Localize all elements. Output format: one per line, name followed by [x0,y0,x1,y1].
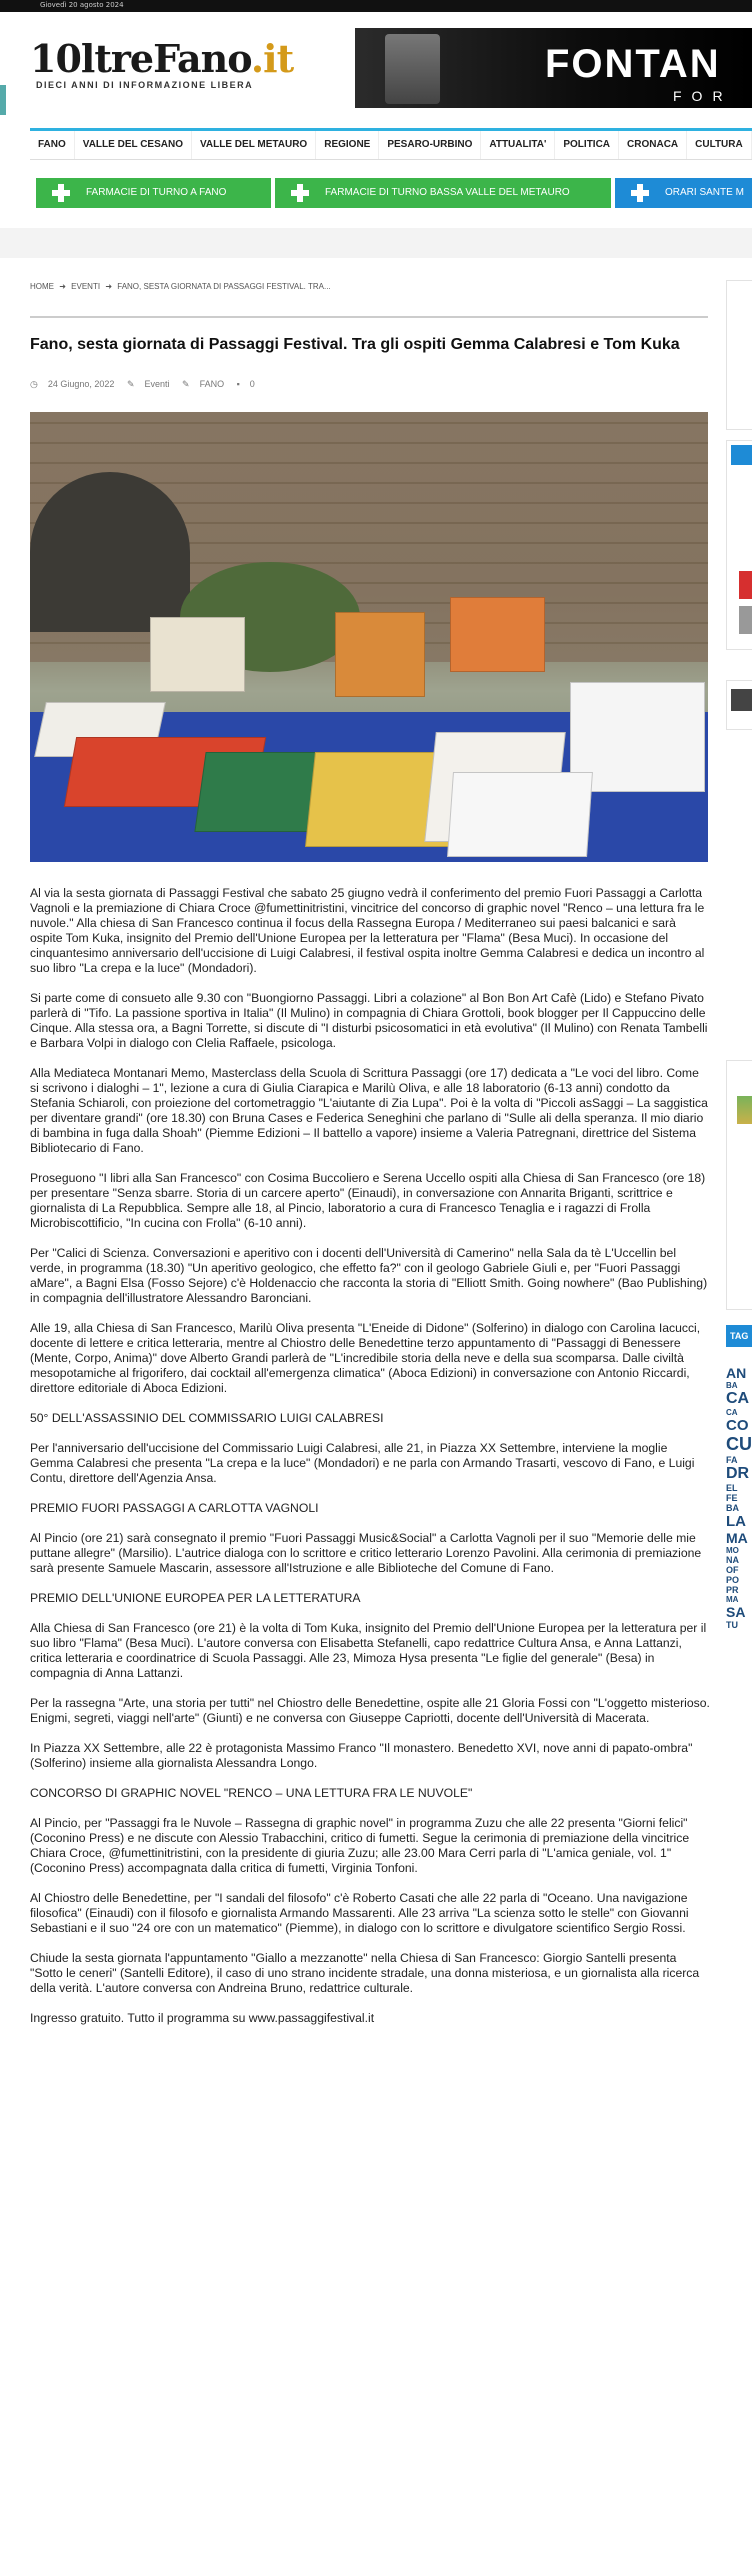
article-paragraph: Proseguono "I libri alla San Francesco" con Cosima Buccoliero e Serena Uccello ospiti alla Chiesa di San Francesco (ore 18) per presentare "Senza sbarre. Storia di un carcere aperto" (Einaudi), in conversazione con Annarita Briganti, scrittrice e giornalista di La Repubblica. Sempre alle 18, al Pincio, laboratorio a cura di Francesco Tenaglia e i ragazzi di Frolla Microbiscottificio, "In cucina con Frolla" (6-10 anni). [30,1171,706,1230]
article-paragraph: Per la rassegna "Arte, una storia per tutti" nel Chiostro delle Benedettine, ospite alle 21 Gloria Fossi con "L'oggetto misterioso. Enigmi, segreti, viaggi nell'arte" (Giunti) e ne conversa con Giuseppe Capriotti, docente dell'Università di Macerata. [30,1696,710,1725]
top-bar-date: Giovedì 20 agosto 2024 [40,1,124,9]
article-paragraph: Al Pincio, per "Passaggi fra le Nuvole – Rassegna di graphic novel" in programma Zuzu che alle 22 presenta "Giorni felici" (Coconino Press) e ne discute con Alessio Trabacchini, critico di fumetti. Segue la cerimonia di premiazione della vincitrice Chiara Croce, @fumettinitristini, con la presidente di giuria Zuzu; alle 23.00 Mara Cerri parla di "L'amica geniale, vol. 1" (Coconino Press) accompagnata dalla critica di fumetti, Virginia Tonfoni. [30,1816,690,1875]
article-paragraph: Al Pincio (ore 21) sarà consegnato il premio "Fuori Passaggi Music&Social" a Carlotta Vagnoli per il suo "Memorie delle mie puttane allegre" (Marsilio). L'autrice dialoga con lo scrittore e critico letterario Lorenzo Pavolini. Alla cerimonia di premiazione sarà presente Samuele Mascarin, assessore all'Istruzione e alle Biblioteche del Comune di Fano. [30,1531,702,1575]
article-subheading: CONCORSO DI GRAPHIC NOVEL "RENCO – UNA LETTURA FRA LE NUVOLE" [30,1786,473,1800]
tag-link[interactable]: CA [726,1390,750,1407]
pharmacy-metauro-button[interactable] [275,178,611,208]
photo-book [447,772,593,857]
nav-item-regione[interactable]: REGIONE [316,131,379,159]
article-photo [30,412,708,862]
sidebar-blue-block [731,445,752,465]
nav-item-politica[interactable]: POLITICA [555,131,619,159]
photo-book-stack [335,612,425,697]
hours-cross-icon [631,184,649,202]
tag-link[interactable]: MO [726,1546,739,1555]
nav-item-cronaca[interactable]: CRONACA [619,131,687,159]
tag-link[interactable]: MA [726,1530,748,1546]
comment-icon: ▪ [236,379,240,389]
sidebar-red-block [739,571,752,599]
tag-icon: ✎ [126,379,135,389]
nav-item-valle-metauro[interactable]: VALLE DEL METAURO [192,131,316,159]
breadcrumb-section[interactable]: EVENTI [71,282,101,291]
nav-item-cultura[interactable]: CULTURA [687,131,752,159]
tag-link[interactable]: CA [726,1408,738,1417]
article-paragraph: Ingresso gratuito. Tutto il programma su www.passaggifestival.it [30,2011,375,2025]
article-subheading: PREMIO FUORI PASSAGGI A CARLOTTA VAGNOLI [30,1501,319,1515]
logo-main: 10ltreFano [30,36,251,81]
tag-icon: ✎ [182,379,190,389]
breadcrumb-current: FANO, SESTA GIORNATA DI PASSAGGI FESTIVAL. TRA... [117,282,331,291]
separator-band [0,228,752,258]
main-nav [30,128,752,160]
tag-link[interactable]: SA [726,1604,746,1620]
tag-link[interactable]: BA [726,1381,738,1390]
site-logo[interactable] [30,36,293,81]
nav-item-attualita[interactable]: ATTUALITA' [481,131,555,159]
stove-image [385,34,440,104]
nav-item-fano[interactable]: FANO [30,131,75,159]
sidebar-widget [726,280,752,430]
banner-subtext: FOR [673,88,733,104]
article-title: Fano, sesta giornata di Passaggi Festival. Tra gli ospiti Gemma Calabresi e Tom Kuka [30,336,680,353]
sidebar-gray-block [739,606,752,634]
article-paragraph: Alla Mediateca Montanari Memo, Masterclass della Scuola di Scrittura Passaggi (ore 17) dedicata a "Le voci del libro. Come si scrivono i dialoghi – 1", lezione a cura di Giulia Ciarapica e Marilù Oliva, e alle 18 laboratorio (6-13 anni) condotto da Stefania Schiaroli, con proiezione del cortometraggio "L'aiutante di Zia Lupa". Poi è la volta di "Piccoli asSaggi – La saggistica per diventare grandi" (ore 18.30) con Bruna Cases e Federica Seneghini che parlano di "Sulle ali della speranza. Il mio diario di bambina in fuga dalla Shoah" (Piemme Edizioni – Il battello a vapore) insieme a Valeria Patregnani, direttrice del Sistema Bibliotecario di Fano. [30,1066,708,1155]
top-bar [0,0,752,12]
article-meta [30,379,265,390]
title-divider [30,316,708,318]
hours-button[interactable] [615,178,752,208]
pharmacy-cross-icon [52,184,70,202]
photo-book-stack [150,617,245,692]
article-paragraph: Per "Calici di Scienza. Conversazioni e aperitivo con i docenti dell'Università di Camerino" nella Sala da tè L'Uccellin bel verde, in programma (18.30) "Un aperitivo geologico, che effetto fa?" con il geologo Gabriele Giuli e, per "Fuori Passaggi aMare", a Bagni Elsa (Fosso Sejore) c'è Holdenaccio che racconta la storia di "Elliott Smith. Going nowhere" (Bao Publishing) in compagnia dell'illustratore Alessandro Baronciani. [30,1246,708,1305]
article-paragraph: Per l'anniversario dell'uccisione del Commissario Luigi Calabresi, alle 21, in Piazza XX Settembre, interviene la moglie Gemma Calabresi che presenta "La crepa e la luce" (Mondadori) e ne parla con Armando Trasarti, vescovo di Fano, e Luigi Contu, direttore dell'Agenzia Ansa. [30,1441,695,1485]
clock-icon: ◷ [30,379,38,389]
article-paragraph: Al Chiostro delle Benedettine, per "I sandali del filosofo" c'è Roberto Casati che alle 22 parla di "Oceano. Una navigazione filosofica" (Einaudi) con il filosofo e giornalista Armando Massarenti. Alle 23 arriva "La scienza sotto le stelle" con Giovanni Sebastiani e il suo "24 ore con un matematico" (Piemme), in dialogo con lo scrittore e divulgatore scientifico Sergio Rossi. [30,1891,689,1935]
article-comments[interactable]: 0 [249,379,255,389]
nav-item-pesaro-urbino[interactable]: PESARO-URBINO [379,131,481,159]
tag-link[interactable]: LA [726,1513,746,1530]
tag-link[interactable]: FA [726,1455,738,1465]
article-paragraph: Alla Chiesa di San Francesco (ore 21) è la volta di Tom Kuka, insignito del Premio dell'Unione Europea per la letteratura per il suo libro "Flama" (Besa Muci). L'autore conversa con Elisabetta Stefanelli, capo redattrice Cultura Ansa, e Anna Lattanzi, critica letteraria e coordinatrice di Scuola Passaggi. Alle 23, Mimoza Hysa presenta "Le figlie del generale" (Besa) in compagnia di Anna Lattanzi. [30,1621,707,1680]
breadcrumb-arrow-icon: ➜ [105,282,113,291]
tag-link[interactable]: OF [726,1565,739,1575]
article-paragraph: Alle 19, alla Chiesa di San Francesco, Marilù Oliva presenta "L'Eneide di Didone" (Solferino) in dialogo con Carolina Iacucci, docente di lettere e critica letteraria, mentre al Chiostro delle Benedettine terzo appuntamento di "Passaggi di Benessere (Mente, Corpo, Anima)" dove Alberto Grandi parlerà de "L'incredibile storia della neve e della sua scomparsa. Dalle civiltà mesopotamiche al frigorifero, dai cocktail all'emergenza climatica" (Aboca Edizioni) in conversazione con Antonio Riccardi, direttore editoriale di Aboca Edizioni. [30,1321,701,1395]
tag-link[interactable]: NA [726,1555,739,1565]
article-category[interactable]: Eventi [144,379,170,389]
tag-cloud-header: TAG [726,1325,752,1347]
tag-link[interactable]: CU [726,1434,752,1454]
article-body [30,886,710,2041]
tag-link[interactable]: MA [726,1595,739,1604]
pharmacy-fano-button[interactable] [36,178,271,208]
hours-label: ORARI SANTE M [665,187,744,198]
photo-book-stack [450,597,545,672]
article-tag[interactable]: FANO [199,379,225,389]
photo-arch [30,472,190,632]
breadcrumb-arrow-icon: ➜ [59,282,66,291]
logo-tld: .it [250,36,294,81]
tag-link[interactable]: AN [726,1365,747,1381]
sidebar-widget [726,680,752,730]
breadcrumb-home[interactable]: HOME [30,282,54,291]
tag-link[interactable]: PR [726,1585,739,1595]
pharmacy-fano-label: FARMACIE DI TURNO A FANO [86,187,227,198]
tag-link[interactable]: EL [726,1483,738,1493]
tag-link[interactable]: PO [726,1575,740,1585]
tag-link[interactable]: BA [726,1503,739,1513]
tag-link[interactable]: CO [726,1417,749,1434]
pharmacy-metauro-label: FARMACIE DI TURNO BASSA VALLE DEL METAURO [325,187,570,198]
breadcrumb [30,282,334,291]
pharmacy-cross-icon [291,184,309,202]
article-subheading: 50° DELL'ASSASSINIO DEL COMMISSARIO LUIGI CALABRESI [30,1411,384,1425]
ad-banner[interactable] [355,28,752,108]
article-paragraph: Al via la sesta giornata di Passaggi Festival che sabato 25 giugno vedrà il conferimento del premio Fuori Passaggi a Carlotta Vagnoli e la premiazione di Chiara Croce @fumettinitristini, vincitrice del concorso di graphic novel "Renco – una lettura fra le nuvole." Alla chiesa di San Francesco continua il focus della Rassegna Europa / Mediterraneo sui paesi balcanici e sarà ospite Tom Kuka, insignito del Premio dell'Unione Europea per la letteratura per "Flama" (Besa Muci). In occasione del cinquantesimo anniversario dell'uccisione di Luigi Calabresi, il festival ospita inoltre Gemma Calabresi e dedica un incontro al suo libro "La crepa e la luce" (Mondadori). [30,886,705,975]
banner-brand: FONTAN [545,42,721,86]
article-date: 24 Giugno, 2022 [47,379,115,389]
sidebar-ad-image [737,1096,752,1124]
article-paragraph: Si parte come di consueto alle 9.30 con "Buongiorno Passaggi. Libri a colazione" al Bon Bon Art Cafè (Lido) e Stefano Pivato parlerà di "Tifo. La passione sportiva in Italia" (Il Mulino) in compagnia di Chiara Grottoli, book blogger per Il Cappuccino delle Cinque. Alla stessa ora, a Bagni Torrette, si discute di "I disturbi psicosomatici in età evolutiva" (Il Mulino) con Renata Tambelli e Barbara Volpi in dialogo con Clelia Raffaele, psicologa. [30,991,708,1050]
sidebar-dark-block [731,689,752,711]
tag-cloud [726,1365,752,1630]
sidebar-widget [726,1060,752,1310]
article-subheading: PREMIO DELL'UNIONE EUROPEA PER LA LETTERATURA [30,1591,361,1605]
site-tagline: DIECI ANNI DI INFORMAZIONE LIBERA [36,80,254,90]
tag-link[interactable]: FE [726,1493,738,1503]
tag-link[interactable]: DR [726,1465,750,1482]
article-paragraph: Chiude la sesta giornata l'appuntamento "Giallo a mezzanotte" nella Chiesa di San Francesco: Giorgio Santelli presenta "Sotto le ceneri" (Santelli Editore), il caso di uno strano incidente stradale, una donna misteriosa, e un giornalista alla ricerca della verità. L'autore conversa con Andreina Bruno, redattrice culturale. [30,1951,700,1995]
article-paragraph: In Piazza XX Settembre, alle 22 è protagonista Massimo Franco "Il monastero. Benedetto XVI, nove anni di papato-ombra" (Solferino) insieme alla giornalista Alessandra Longo. [30,1741,693,1770]
sidebar-widget [726,440,752,650]
tag-link[interactable]: TU [726,1620,738,1630]
nav-item-valle-cesano[interactable]: VALLE DEL CESANO [75,131,192,159]
social-edge[interactable] [0,85,6,115]
